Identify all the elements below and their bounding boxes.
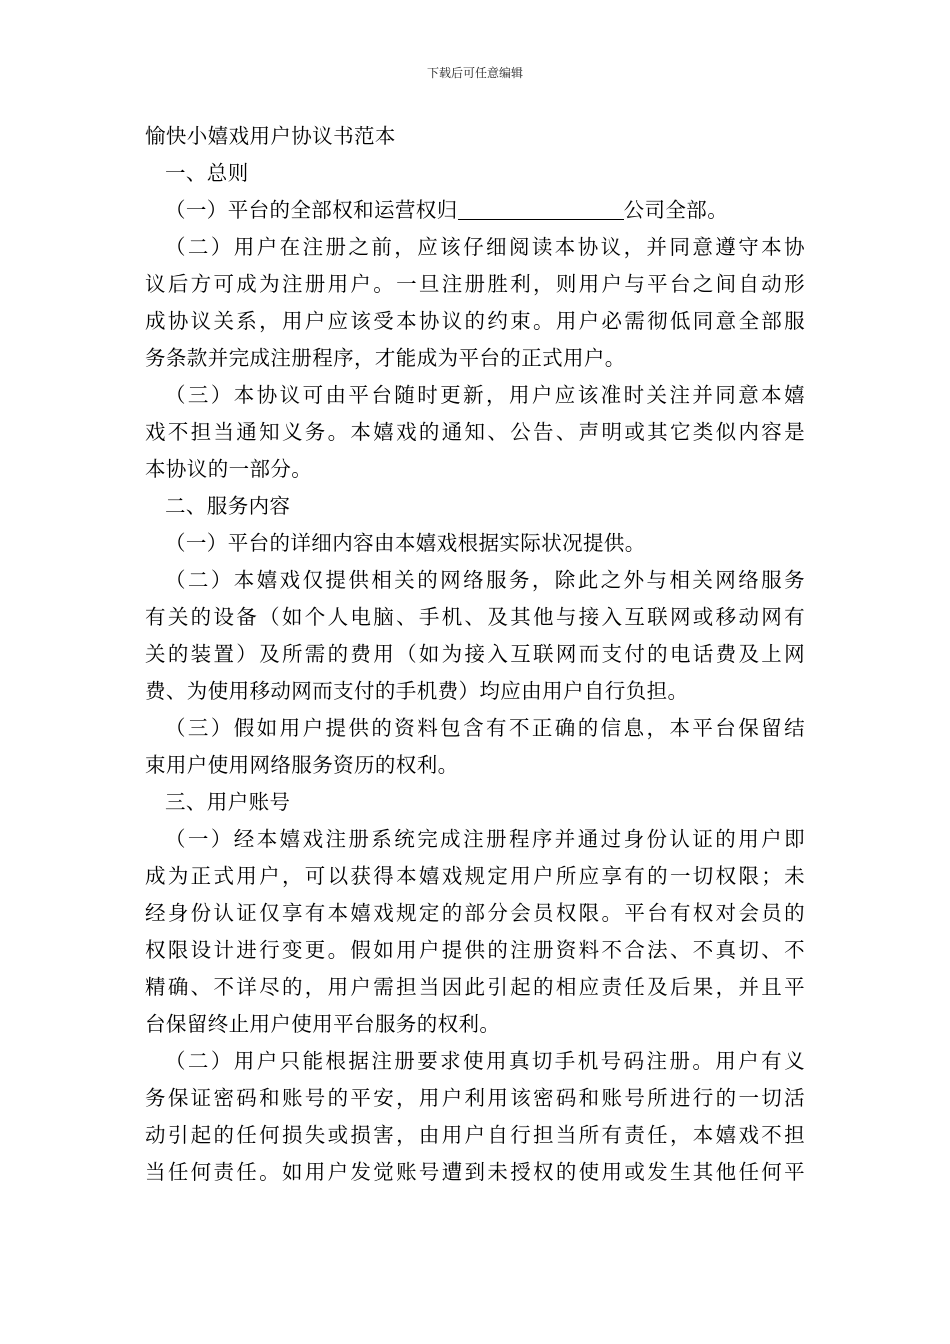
paragraph-line: （一）平台的全部权和运营权归 公司全部。 bbox=[165, 198, 729, 222]
paragraph-line: （一）经本嬉戏注册系统完成注册程序并通过身份认证的用户即 bbox=[165, 827, 805, 851]
paragraph-line: 本协议的一部分。 bbox=[145, 457, 313, 481]
paragraph-line: （二）用户在注册之前，应该仔细阅读本协议，并同意遵守本协 bbox=[165, 235, 805, 259]
paragraph-line: 束用户使用网络服务资历的权利。 bbox=[145, 753, 459, 777]
paragraph-line: 经身份认证仅享有本嬉戏规定的部分会员权限。平台有权对会员的 bbox=[145, 901, 805, 925]
paragraph-line: 成为正式用户，可以获得本嬉戏规定用户所应享有的一切权限；未 bbox=[145, 864, 805, 888]
paragraph-line: 权限设计进行变更。假如用户提供的注册资料不合法、不真切、不 bbox=[145, 938, 805, 962]
paragraph-line: 台保留终止用户使用平台服务的权利。 bbox=[145, 1012, 501, 1036]
section-heading: 一、总则 bbox=[165, 161, 249, 185]
paragraph-line: 关的装置）及所需的费用（如为接入互联网而支付的电话费及上网 bbox=[145, 642, 805, 666]
paragraph-line: 精确、不详尽的，用户需担当因此引起的相应责任及后果，并且平 bbox=[145, 975, 805, 999]
paragraph-line: 议后方可成为注册用户。一旦注册胜利，则用户与平台之间自动形 bbox=[145, 272, 805, 296]
paragraph-line: （一）平台的详细内容由本嬉戏根据实际状况提供。 bbox=[165, 531, 646, 555]
paragraph-line: 成协议关系，用户应该受本协议的约束。用户必需彻低同意全部服 bbox=[145, 309, 805, 333]
paragraph-line: 戏不担当通知义务。本嬉戏的通知、公告、声明或其它类似内容是 bbox=[145, 420, 805, 444]
paragraph-line: 当任何责任。如用户发觉账号遭到未授权的使用或发生其他任何平 bbox=[145, 1160, 805, 1184]
paragraph-line: （三）本协议可由平台随时更新，用户应该准时关注并同意本嬉 bbox=[165, 383, 805, 407]
paragraph-line: 务保证密码和账号的平安，用户利用该密码和账号所进行的一切活 bbox=[145, 1086, 805, 1110]
document-body bbox=[145, 118, 805, 1191]
fill-in-blank bbox=[458, 201, 624, 220]
section-heading: 三、用户账号 bbox=[165, 790, 291, 814]
paragraph-line: （二）用户只能根据注册要求使用真切手机号码注册。用户有义 bbox=[165, 1049, 805, 1073]
page-header: 下载后可任意编辑 bbox=[426, 66, 523, 80]
document-title: 愉快小嬉戏用户协议书范本 bbox=[145, 124, 396, 148]
paragraph-line: 有关的设备（如个人电脑、手机、及其他与接入互联网或移动网有 bbox=[145, 605, 805, 629]
paragraph-line: 费、为使用移动网而支付的手机费）均应由用户自行负担。 bbox=[145, 679, 689, 703]
section-heading: 二、服务内容 bbox=[165, 494, 291, 518]
paragraph-line: 动引起的任何损失或损害，由用户自行担当所有责任，本嬉戏不担 bbox=[145, 1123, 805, 1147]
paragraph-line: （三）假如用户提供的资料包含有不正确的信息，本平台保留结 bbox=[165, 716, 805, 740]
paragraph-line: （二）本嬉戏仅提供相关的网络服务，除此之外与相关网络服务 bbox=[165, 568, 805, 592]
paragraph-line: 务条款并完成注册程序，才能成为平台的正式用户。 bbox=[145, 346, 626, 370]
